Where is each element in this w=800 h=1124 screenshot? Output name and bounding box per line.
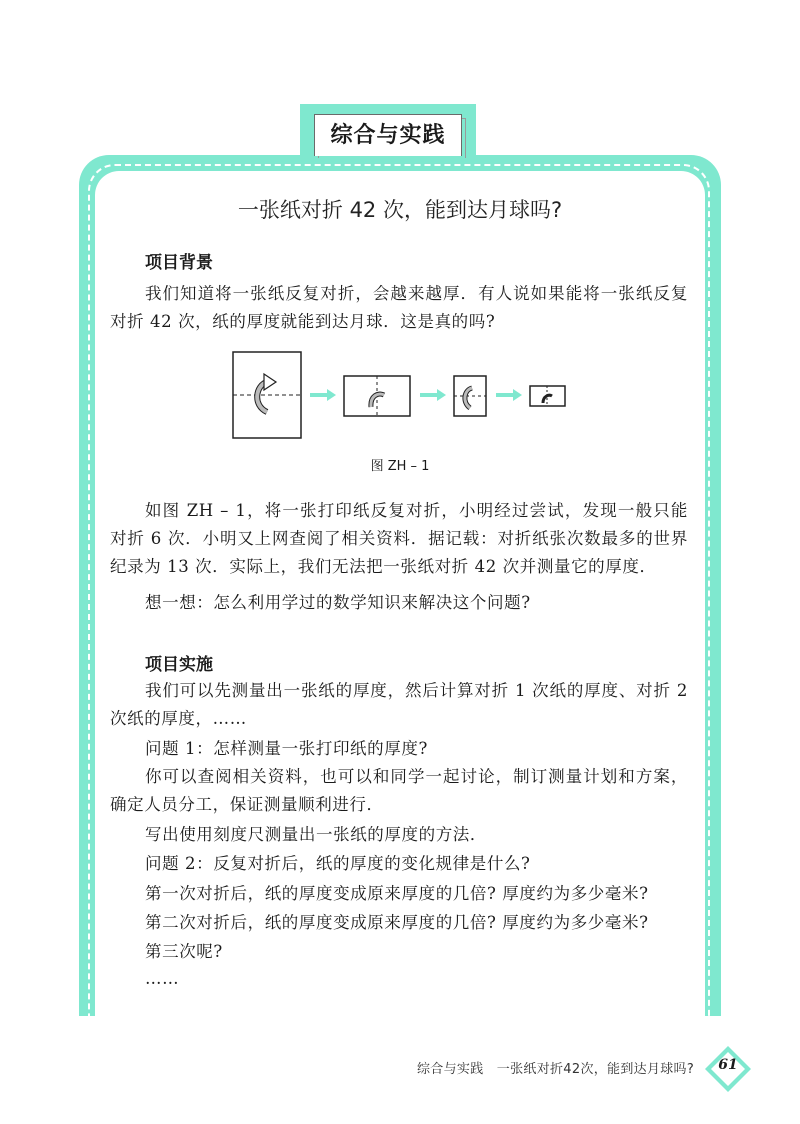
header-tab: 综合与实践 [314,114,462,156]
paragraph: 我们可以先测量出一张纸的厚度，然后计算对折 1 次纸的厚度、对折 2 次纸的厚度，…… [110,681,688,728]
question-2: 问题 2：反复对折后，纸的厚度的变化规律是什么? [145,854,531,873]
paragraph: 我们知道将一张纸反复对折，会越来越厚．有人说如果能将一张纸反复对折 42 次，纸的厚度就能到达月球．这是真的吗? [110,284,688,331]
section-heading-background: 项目背景 [145,253,213,273]
ellipsis: …… [145,969,180,988]
paragraph: 写出使用刻度尺测量出一张纸的厚度的方法． [145,825,487,844]
question-1: 问题 1：怎样测量一张打印纸的厚度? [145,739,428,758]
figure-caption: 图 ZH – 1 [370,459,430,474]
page-title: 一张纸对折 42 次，能到达月球吗? [237,198,563,222]
arrow-right-icon [420,389,446,401]
question-line: 第三次呢? [145,942,223,961]
arrow-right-icon [496,389,522,401]
page-number: 61 [718,1057,738,1073]
paragraph: 想一想：怎么利用学过的数学知识来解决这个问题? [145,593,531,612]
sheet-folded-twice [454,376,486,416]
question-line: 第二次对折后，纸的厚度变成原来厚度的几倍? 厚度约为多少毫米? [145,913,649,932]
section-heading-implementation: 项目实施 [145,655,213,675]
paragraph: 如图 ZH – 1，将一张打印纸反复对折，小明经过尝试，发现一般只能对折 6 次．小明又上网查阅了相关资料．据记载：对折纸张次数最多的世界纪录为 13 次．实际上，我们无法把一张纸对折 42 次并测量它的厚度． [110,501,688,576]
paper-folding-figure [230,350,570,442]
arrow-right-icon [310,389,336,401]
running-footer: 综合与实践 一张纸对折42次，能到达月球吗? [417,1062,695,1077]
paragraph: 你可以查阅相关资料，也可以和同学一起讨论，制订测量计划和方案，确定人员分工，保证测量顺利进行． [110,767,688,814]
question-line: 第一次对折后，纸的厚度变成原来厚度的几倍? 厚度约为多少毫米? [145,884,649,903]
